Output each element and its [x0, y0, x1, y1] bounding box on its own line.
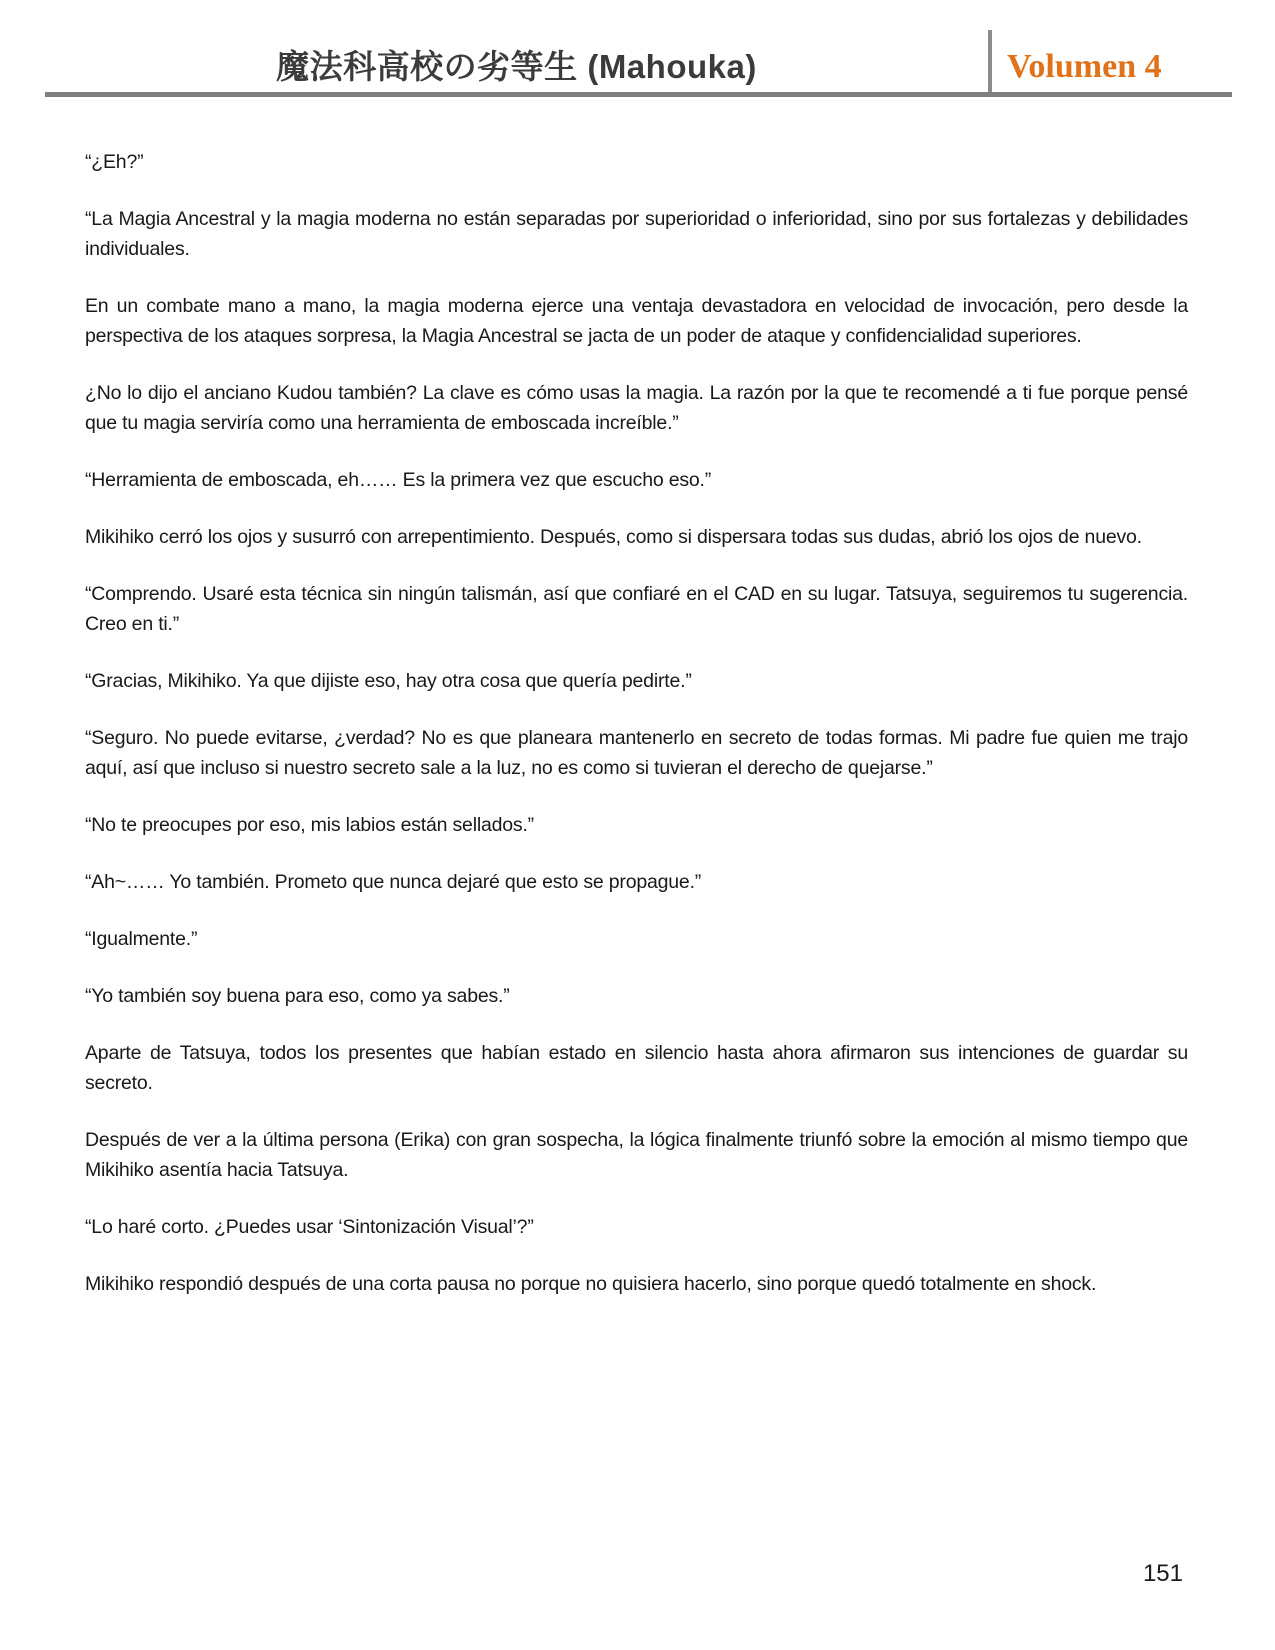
header-volume-area [992, 28, 1232, 92]
paragraph: Aparte de Tatsuya, todos los presentes que habían estado en silencio hasta ahora afirmaron sus intenciones de guardar su secreto. [85, 1042, 1188, 1094]
paragraph: En un combate mano a mano, la magia moderna ejerce una ventaja devastadora en velocidad de invocación, pero desde la perspectiva de los ataques sorpresa, la Magia Ancestral se jacta de un poder de ataque y confidencialidad superiores. [85, 295, 1188, 347]
paragraph: “Ah~…… Yo también. Prometo que nunca dejaré que esto se propague.” [85, 871, 702, 893]
page-body [85, 147, 1188, 1299]
header-title-area [45, 28, 988, 92]
paragraph: ¿No lo dijo el anciano Kudou también? La clave es cómo usas la magia. La razón por la que te recomendé a ti fue porque pensé que tu magia serviría como una herramienta de emboscada increíble.” [85, 382, 1188, 434]
paragraph: “Comprendo. Usaré esta técnica sin ningún talismán, así que confiaré en el CAD en su lugar. Tatsuya, seguiremos tu sugerencia. Creo en ti.” [85, 583, 1188, 635]
paragraph: Mikihiko respondió después de una corta pausa no porque no quisiera hacerlo, sino porque quedó totalmente en shock. [85, 1273, 1097, 1295]
volume-label: Volumen 4 [1007, 48, 1162, 85]
paragraph: “Gracias, Mikihiko. Ya que dijiste eso, hay otra cosa que quería pedirte.” [85, 670, 692, 692]
paragraph: Después de ver a la última persona (Erika) con gran sospecha, la lógica finalmente triunfó sobre la emoción al mismo tiempo que Mikihiko asentía hacia Tatsuya. [85, 1129, 1188, 1181]
paragraph: “Lo haré corto. ¿Puedes usar ‘Sintonización Visual’?” [85, 1216, 534, 1238]
header-rule [45, 92, 1232, 97]
page-number: 151 [1142, 1560, 1183, 1587]
page-title: 魔法科高校の劣等生 (Mahouka) [276, 48, 757, 85]
paragraph: “Yo también soy buena para eso, como ya sabes.” [85, 985, 510, 1007]
paragraph: “Herramienta de emboscada, eh…… Es la primera vez que escucho eso.” [85, 469, 712, 491]
paragraph: “La Magia Ancestral y la magia moderna no están separadas por superioridad o inferioridad, sino por sus fortalezas y debilidades individuales. [85, 208, 1188, 260]
paragraph: Mikihiko cerró los ojos y susurró con arrepentimiento. Después, como si dispersara todas sus dudas, abrió los ojos de nuevo. [85, 526, 1142, 548]
paragraph: “Igualmente.” [85, 928, 198, 950]
paragraph: “¿Eh?” [85, 151, 144, 173]
page-header [0, 28, 1275, 97]
header-row [45, 28, 1232, 92]
paragraph: “Seguro. No puede evitarse, ¿verdad? No es que planeara mantenerlo en secreto de todas formas. Mi padre fue quien me trajo aquí, así que incluso si nuestro secreto sale a la luz, no es como si tuvieran el derecho de quejarse.” [85, 727, 1188, 779]
paragraph: “No te preocupes por eso, mis labios están sellados.” [85, 814, 534, 836]
